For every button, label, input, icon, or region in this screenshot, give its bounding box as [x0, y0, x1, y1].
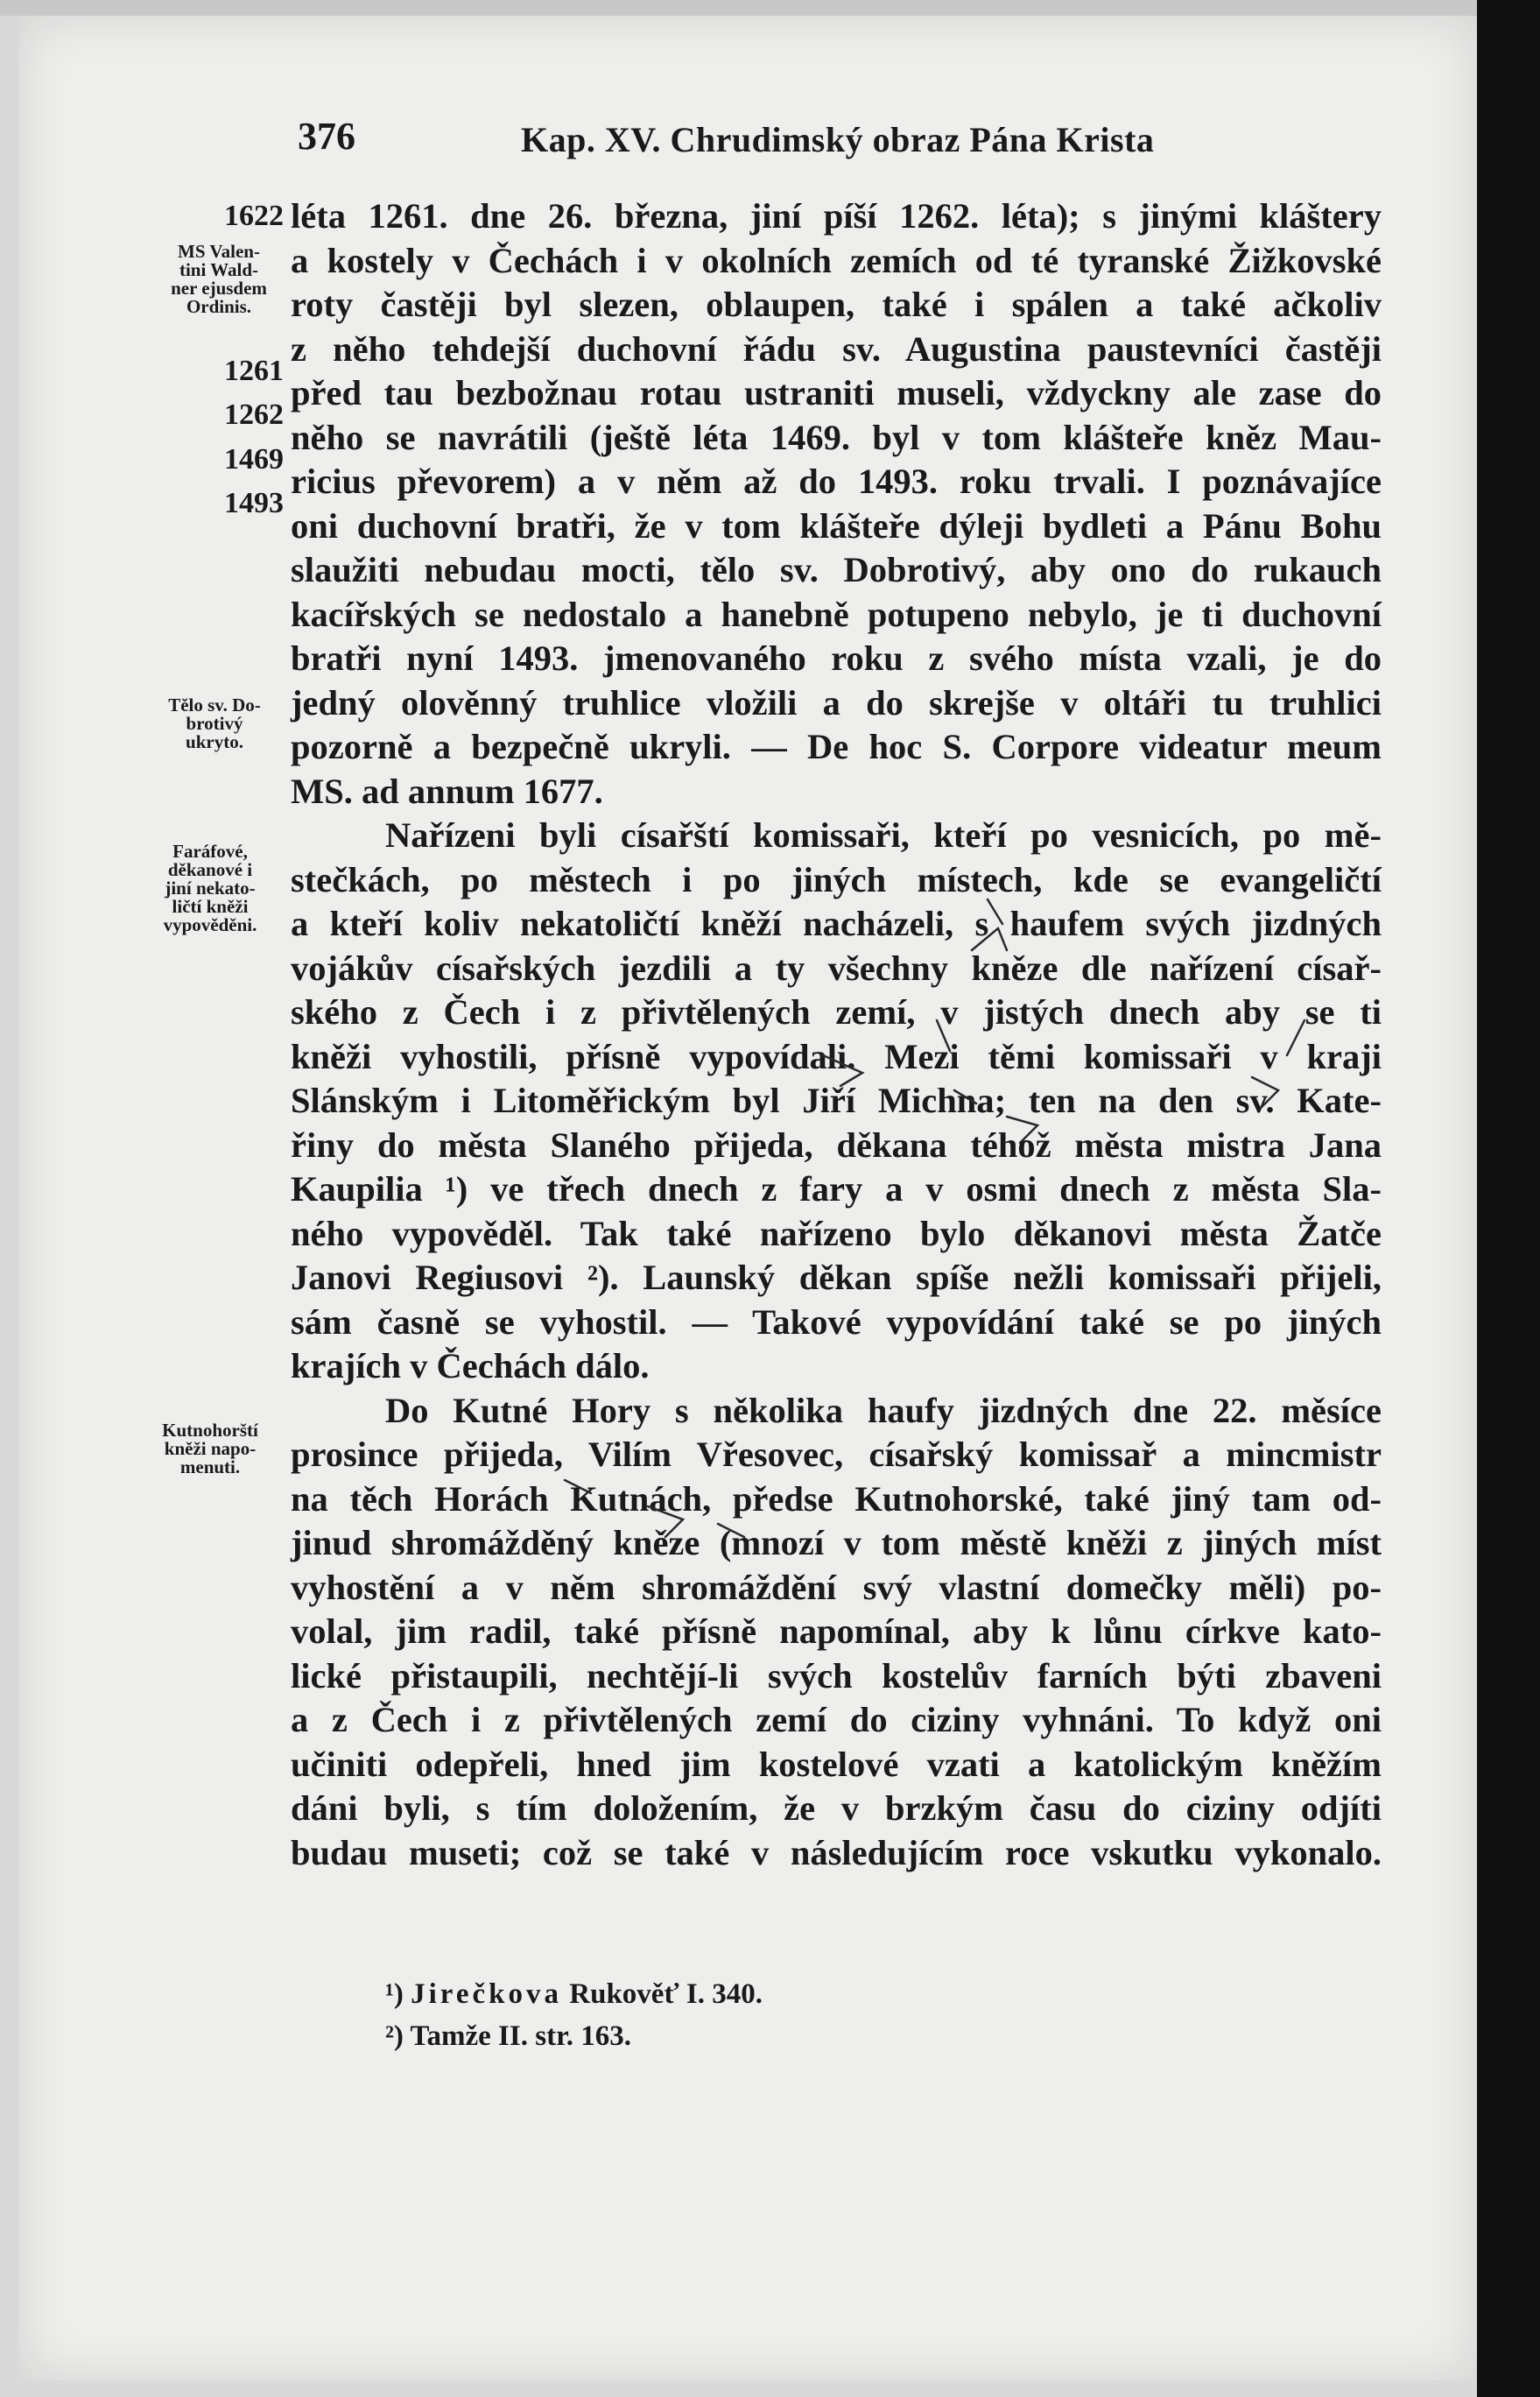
text-line: lické přistaupili, nechtějí-li svých kostelův farních býti zbaveni — [291, 1655, 1382, 1696]
text-line: a kostely v Čechách i v okolních zemích od té tyranské Žižkovské — [291, 240, 1382, 280]
text-line: něho se navrátili (ještě léta 1469. byl v tom klášteře kněz Mau- — [291, 417, 1382, 457]
text-line: a z Čech i z přivtělených zemí do ciziny vyhnáni. To když oni — [291, 1700, 1382, 1739]
text-line: Slánským i Litoměřickým byl Jiří Michna; ten na den sv. Kate- — [291, 1081, 1382, 1120]
margin-note-kutno: Kutnohorští kněži napo- menuti. — [162, 1420, 258, 1477]
text-line: sám časně se vyhostil. — Takové vypovídání také se po jiných — [291, 1301, 1382, 1342]
footnotes — [385, 1973, 1173, 2057]
text-line: Janovi Regiusovi ²). Launský děkan spíše nežli komissaři přijeli, — [291, 1258, 1382, 1297]
margin-note-ms: MS Valen- tini Wald- ner ejusdem Ordinis. — [171, 241, 267, 317]
text-line: volal, jim radil, také přísně napomínal, aby k lůnu církve kato- — [291, 1611, 1382, 1651]
text-line: ského z Čech i z přivtělených zemí, v jistých dnech aby se ti — [291, 992, 1382, 1032]
text-line: vyhostění a v něm shromáždění svý vlastní domečky měli) po- — [291, 1567, 1382, 1607]
margin-year: 1622 — [224, 200, 284, 232]
text-line: kněži vyhostili, přísně vypovídali. Mezi těmi komissaři v kraji — [291, 1036, 1382, 1076]
margin-year: 1493 — [224, 487, 284, 519]
text-line: slaužiti nebudau mocti, tělo sv. Dobrotivý, aby ono do rukauch — [291, 550, 1382, 589]
text-line: jinud shromážděný kněze (mnozí v tom městě kněži z jiných míst — [291, 1523, 1382, 1562]
text-line: řiny do města Slaného přijeda, děkana téhož města mistra Jana — [291, 1124, 1382, 1165]
margin-year: 1261 — [224, 355, 284, 387]
text-line: kacířských se nedostalo a hanebně potupeno nebylo, je ti duchovní — [291, 594, 1382, 634]
margin-year: 1262 — [224, 398, 284, 431]
body-text — [291, 194, 1382, 1875]
text-line: prosince přijeda, Vilím Vřesovec, císařský komissař a mincmistr — [291, 1435, 1382, 1474]
margin-note-farari: Faráfové, děkanové i jiní nekato- ličtí kněži vypověděni. — [163, 841, 257, 935]
scan-top-edge — [0, 0, 1540, 16]
text-line: před tau bezbožnau rotau ustraniti museli, vždyckny ale zase do — [291, 373, 1382, 412]
text-line: jedný olověnný truhlice vložili a do skrejše v oltáři tu truhlici — [291, 682, 1382, 723]
text-line: budau museti; což se také v následujícím roce vskutku vykonalo. — [291, 1832, 1382, 1872]
text-line: vojákův císařských jezdili a ty všechny kněze dle nařízení císař- — [291, 948, 1382, 988]
text-line: pozorně a bezpečně ukryli. — De hoc S. Corpore videatur meum — [291, 727, 1382, 766]
footnote-2: ²) Tamže II. str. 163. — [385, 2020, 631, 2052]
text-line: Do Kutné Hory s několika haufy jizdných dne 22. měsíce — [385, 1390, 1382, 1430]
text-line: na těch Horách Kutnách, předse Kutnohorské, také jiný tam od- — [291, 1478, 1382, 1519]
text-line: ricius převorem) a v něm až do 1493. roku trvali. I poznávajíce — [291, 462, 1382, 501]
text-line: oni duchovní bratři, že v tom klášteře dýleji bydleti a Pánu Bohu — [291, 505, 1382, 546]
text-line: učiniti odepřeli, hned jim kostelové vzati a katolickým kněžím — [291, 1744, 1382, 1784]
page-number: 376 — [298, 115, 355, 158]
text-line: stečkách, po městech i po jiných místech, kde se evangeličtí — [291, 859, 1382, 899]
text-line: léta 1261. dne 26. března, jiní píší 1262. léta); s jinými kláštery — [291, 196, 1382, 236]
text-line: MS. ad annum 1677. — [291, 771, 603, 811]
text-line: roty častěji byl slezen, oblaupen, také i spálen a také ačkoliv — [291, 285, 1382, 324]
running-head: Kap. XV. Chrudimský obraz Pána Krista — [521, 120, 1155, 159]
margin-note-telo: Tělo sv. Do- brotivý ukryto. — [168, 694, 261, 752]
text-line: bratři nyní 1493. jmenovaného roku z svého místa vzali, je do — [291, 638, 1382, 678]
text-line: dáni byli, s tím doložením, že v brzkým času do ciziny odjíti — [291, 1788, 1382, 1828]
text-line: Kaupilia ¹) ve třech dnech z fary a v osmi dnech z města Sla- — [291, 1169, 1382, 1209]
text-line: ného vypověděl. Tak také nařízeno bylo děkanovi města Žatče — [291, 1213, 1382, 1253]
margin-year: 1469 — [224, 443, 284, 476]
footnote-1: ¹) Jirečkova Rukověť I. 340. — [385, 1978, 763, 2010]
text-line: Nařízeni byli císařští komissaři, kteří po vesnicích, po mě- — [385, 815, 1382, 855]
text-line: krajích v Čechách dálo. — [291, 1346, 650, 1385]
scan-right-edge — [1477, 0, 1540, 2397]
text-line: z něho tehdejší duchovní řádu sv. Augustina paustevníci častěji — [291, 328, 1382, 369]
text-line: a kteří koliv nekatoličtí kněží nacházeli, s haufem svých jizdných — [291, 904, 1382, 943]
